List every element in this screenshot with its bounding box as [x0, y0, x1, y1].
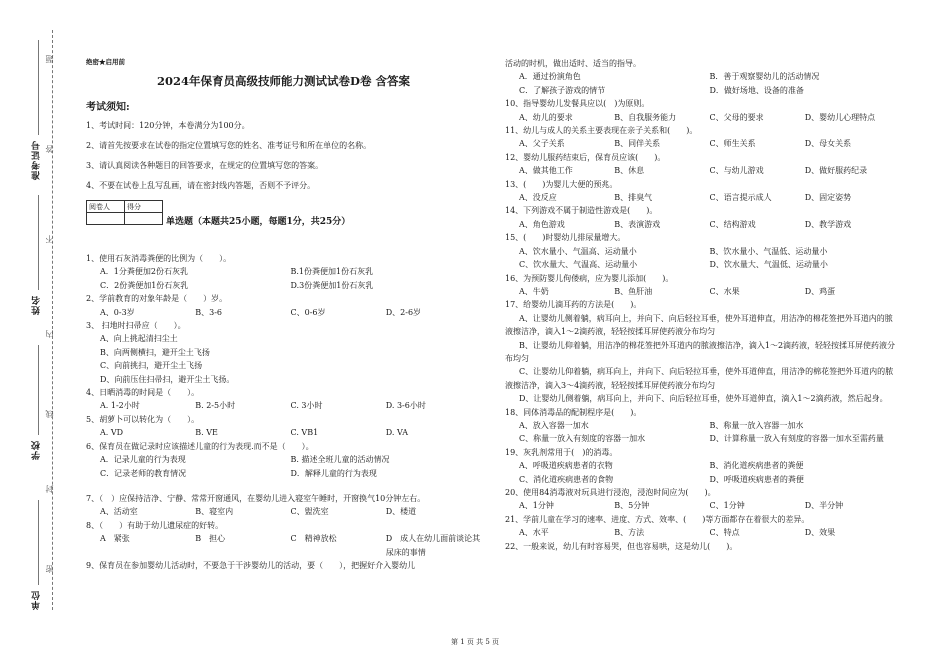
notice-item: 4、不要在试卷上乱写乱画，请在密封线内答题，否则不予评分。 — [86, 181, 316, 190]
answer-option[interactable]: C、饮水量大、气温高、运动量小 — [519, 260, 638, 270]
question-text: 13、( )为婴儿大便的预兆。 — [505, 179, 618, 189]
name-field[interactable] — [38, 195, 39, 290]
answer-option[interactable]: A、父子关系 — [519, 139, 565, 149]
question-list-left — [86, 252, 481, 572]
reviewer-header: 阅卷人 — [87, 201, 125, 213]
answer-option[interactable]: A、活动室 — [100, 507, 138, 517]
answer-option[interactable]: D、半分钟 — [804, 501, 844, 511]
question-text: 3、 扫地时扫帚应（ ）。 — [86, 321, 186, 331]
answer-option[interactable]: C、语言提示成人 — [709, 193, 772, 203]
left-column — [86, 57, 481, 572]
right-column — [505, 57, 900, 553]
question-text: 10、指导婴幼儿发餐具应以( )为原则。 — [505, 99, 650, 109]
option-row — [86, 346, 481, 359]
ticket-number-field[interactable] — [38, 40, 39, 135]
option-row — [505, 245, 900, 258]
answer-option[interactable]: A、幼儿的要求 — [519, 112, 573, 122]
answer-option[interactable]: D.3份粪便加1份石灰乳 — [290, 280, 374, 290]
answer-option[interactable]: C．了解孩子游戏的情节 — [519, 85, 606, 95]
answer-option[interactable]: B、3-6 — [195, 307, 223, 317]
answer-option[interactable]: B. 2-5小时 — [195, 401, 236, 411]
answer-option[interactable]: B．善于观察婴幼儿的活动情况 — [709, 72, 820, 82]
school-label: 学校 — [32, 440, 42, 460]
seal-mark: 内 — [45, 330, 54, 338]
answer-option[interactable]: B、称量一放入容器一加水 — [709, 420, 804, 430]
question-text: 7、（ ）应保持洁净、宁静、常常开窗通风，在婴幼儿进入寝室午睡时，开窗换气10分钟左右。 — [86, 493, 426, 503]
notice-heading: 考试须知: — [86, 102, 130, 113]
question-text: 18、同体消毒品的配制程序是( )。 — [505, 407, 642, 417]
question-text: 5、胡萝卜可以转化为（ ）。 — [86, 414, 200, 424]
answer-option[interactable]: D、向前压住扫帚扫，避开尘土飞扬。 — [100, 374, 235, 384]
option-row — [505, 526, 900, 539]
seal-line — [52, 30, 53, 610]
question-text: 12、婴幼儿服药结束后，保育员应该( )。 — [505, 152, 666, 162]
answer-option[interactable]: B、消化道疾病患者的粪便 — [709, 461, 804, 471]
answer-option[interactable]: B、自我服务能力 — [614, 112, 677, 122]
seal-mark: 密 — [45, 565, 54, 573]
option-row — [505, 459, 900, 472]
answer-option[interactable]: D、饮水量大、气温低、运动量小 — [709, 260, 828, 270]
answer-option[interactable]: A、角色游戏 — [519, 219, 565, 229]
option-row — [505, 419, 900, 432]
answer-option[interactable]: C、盥洗室 — [290, 507, 329, 517]
answer-option[interactable]: C 精神放松 — [290, 534, 337, 544]
option-row — [505, 473, 900, 486]
score-area — [86, 200, 481, 232]
unit-field[interactable] — [38, 500, 39, 585]
question-text: 22、一般来说，幼儿有时容易哭，但也容易哄，这是幼儿( )。 — [505, 541, 738, 551]
answer-option[interactable]: D. VA — [385, 428, 408, 438]
option-row — [86, 332, 481, 345]
notice-item: 2、请首先按要求在试卷的指定位置填写您的姓名、准考证号和所在单位的名称。 — [86, 141, 372, 150]
option-row — [505, 111, 900, 124]
option-row — [86, 279, 481, 292]
answer-option[interactable]: C、向前挑扫，避开尘土飞扬 — [100, 361, 203, 371]
option-row — [505, 84, 900, 97]
ticket-number-label: 准考证号 — [32, 140, 42, 180]
answer-option[interactable]: D、婴幼儿心理特点 — [804, 112, 876, 122]
answer-option[interactable]: A、水平 — [519, 528, 549, 538]
answer-option[interactable]: A、没反应 — [519, 193, 557, 203]
question-text: 活动的时机，做出适时、适当的指导。 — [505, 59, 641, 68]
page-footer: 第 1 页 共 5 页 — [450, 638, 500, 646]
seal-mark: 封 — [45, 485, 54, 493]
option-row — [86, 532, 481, 559]
option-row — [86, 306, 481, 319]
answer-option[interactable]: B. 描述全班儿童的活动情况 — [290, 455, 390, 465]
answer-option[interactable]: D 成人在幼儿面前谈论其尿床的事情 — [385, 534, 481, 557]
answer-option[interactable]: B、方法 — [614, 528, 645, 538]
answer-option[interactable]: A、饮水量小、气温高、运动量小 — [519, 246, 637, 256]
option-row — [505, 191, 900, 204]
section-title: 单选题（本题共25小题，每题1分，共25分） — [166, 217, 351, 227]
answer-option[interactable]: C、1分钟 — [709, 501, 745, 511]
answer-option[interactable]: C. VB1 — [290, 428, 319, 438]
answer-option[interactable]: B、向两侧横扫，避开尘土飞扬 — [100, 347, 210, 357]
answer-option[interactable]: C. 3小时 — [290, 401, 323, 411]
answer-option[interactable]: A、0-3岁 — [100, 307, 135, 317]
question-text: 17、给婴幼儿滴耳药的方法是( )。 — [505, 300, 642, 310]
answer-option[interactable]: B、排臭气 — [614, 193, 653, 203]
option-row — [505, 258, 900, 271]
answer-option[interactable]: C、父母的要求 — [709, 112, 764, 122]
secret-marker: 绝密★启用前 — [86, 58, 125, 66]
answer-option[interactable]: B、同伴关系 — [614, 139, 661, 149]
answer-option[interactable]: D、2-6岁 — [385, 307, 422, 317]
question-text: 6、保育员在做记录时应该描述儿童的行为表现.而不是（ ）。 — [86, 441, 314, 451]
answer-option[interactable]: B、寝室内 — [195, 507, 234, 517]
answer-option[interactable]: B、休息 — [614, 166, 645, 176]
answer-option[interactable]: B、鱼肝油 — [614, 286, 653, 296]
answer-option[interactable]: B. VE — [195, 428, 218, 438]
seal-mark: 不 — [45, 235, 54, 243]
answer-option[interactable]: A、牛奶 — [519, 286, 549, 296]
option-row — [505, 164, 900, 177]
binding-margin — [0, 0, 60, 671]
answer-option[interactable]: C、消化道疾病患者的食物 — [519, 474, 614, 484]
question-text: 8、（ ）有助于幼儿遗尿症的好转。 — [86, 520, 224, 530]
answer-option[interactable]: B 担心 — [195, 534, 226, 544]
question-text: 14、下列游戏不属于制造性游戏是( )。 — [505, 206, 658, 216]
answer-option[interactable]: C、与幼儿游戏 — [709, 166, 764, 176]
option-row — [505, 218, 900, 231]
question-text: B、让婴幼儿仰着躺，用洁净的棉花签把外耳道内的脓液擦洁净，滴入1～2滴药液，轻轻按揉耳屏使药液分布均匀 — [505, 340, 896, 363]
answer-option[interactable]: D、计算称量一放入有刻度的容器一加水至需药量 — [709, 434, 884, 444]
answer-option[interactable]: A、向上挑起清扫尘土 — [100, 334, 178, 344]
answer-option[interactable]: D．做好场地、设备的准备 — [709, 85, 804, 95]
name-label: 姓名 — [32, 295, 42, 315]
answer-option[interactable]: D、鸡蛋 — [804, 286, 836, 296]
answer-option[interactable]: A、呼吸道疾病患者的衣物 — [519, 461, 613, 471]
score-cell[interactable] — [125, 213, 163, 225]
reviewer-cell[interactable] — [87, 213, 125, 225]
answer-option[interactable]: A．1分粪便加2份石灰乳 — [100, 267, 188, 277]
answer-option[interactable]: A、1分钟 — [519, 501, 554, 511]
question-text: 16、为预防婴儿佝偻病，应为婴儿添加( )。 — [505, 273, 674, 283]
question-text: 15、( )时婴幼儿排尿量增大。 — [505, 233, 626, 243]
option-row — [86, 453, 481, 466]
question-text: 1、使用石灰消毒粪便的比例为（ ）。 — [86, 254, 232, 263]
answer-option[interactable]: D、效果 — [804, 528, 836, 538]
answer-option[interactable]: C．记录老师的教育情况 — [100, 468, 187, 478]
question-text: 9、保育员在参加婴幼儿活动时，不要急于干涉婴幼儿的活动，要（ ），把握好介入婴幼儿 — [86, 560, 416, 570]
answer-option[interactable]: A．通过扮演角色 — [519, 72, 581, 82]
answer-option[interactable]: D、母女关系 — [804, 139, 852, 149]
question-text: 11、幼儿与成人的关系主要表现在亲子关系和( )。 — [505, 126, 698, 136]
answer-option[interactable]: C、0-6岁 — [290, 307, 326, 317]
seal-mark: 题 — [45, 55, 54, 63]
answer-option[interactable]: A 紧张 — [100, 534, 130, 544]
notice-item: 3、请认真阅读各种题目的回答要求，在规定的位置填写您的答案。 — [86, 161, 324, 170]
option-row — [505, 137, 900, 150]
option-row — [505, 499, 900, 512]
answer-option[interactable]: C、师生关系 — [709, 139, 756, 149]
answer-option[interactable]: C．2份粪便加1份石灰乳 — [100, 280, 189, 290]
answer-option[interactable]: D、做好服药纪录 — [804, 166, 868, 176]
seal-mark: 答 — [45, 145, 54, 153]
answer-option[interactable]: A. 1-2小时 — [100, 401, 140, 411]
answer-option[interactable]: D、楼道 — [385, 507, 417, 517]
answer-option[interactable]: B、5分钟 — [614, 501, 650, 511]
school-field[interactable] — [38, 345, 39, 435]
answer-option[interactable]: D、呼吸道疾病患者的粪便 — [709, 474, 804, 484]
option-row — [86, 359, 481, 372]
answer-option[interactable]: B、表演游戏 — [614, 219, 661, 229]
answer-option[interactable]: B.1份粪便加1份石灰乳 — [290, 267, 374, 277]
option-row — [86, 399, 481, 412]
question-text: A、让婴幼儿侧着躺，病耳向上，并向下、向后轻拉耳垂，使外耳道伸直，用洁净的棉花签把外耳道内的脓液擦洁净，滴入1～2滴药液，轻轻按揉耳屏使药液分布均匀 — [505, 313, 893, 337]
question-text: 19、灰乳剂常用于( )的消毒。 — [505, 447, 618, 457]
question-text: 20、使用84消毒液对玩具进行浸泡，浸泡时间应为( )。 — [505, 488, 716, 497]
option-row — [86, 505, 481, 518]
answer-option[interactable]: A、做其他工作 — [519, 166, 573, 176]
answer-option[interactable]: B、饮水量小、气温低、运动量小 — [709, 246, 828, 256]
question-text: 4、日晒消毒的时间是（ ）。 — [86, 388, 200, 398]
answer-option[interactable]: A、放入容器一加水 — [519, 420, 589, 430]
question-text: 2、学前教育的对象年龄是（ ）岁。 — [86, 294, 228, 304]
answer-option[interactable]: D、固定姿势 — [804, 193, 852, 203]
option-row — [86, 426, 481, 439]
answer-option[interactable]: A. VD — [100, 428, 124, 438]
answer-option[interactable]: C、结构游戏 — [709, 219, 756, 229]
option-row — [505, 432, 900, 445]
question-list-right — [505, 57, 900, 553]
option-row — [505, 70, 900, 83]
answer-option[interactable]: A．记录儿童的行为表现 — [100, 455, 186, 465]
score-table — [86, 200, 163, 225]
answer-option[interactable]: D．解释儿童的行为表现 — [290, 468, 377, 478]
score-header: 得分 — [125, 201, 163, 213]
answer-option[interactable]: D、教学游戏 — [804, 219, 852, 229]
answer-option[interactable]: C、特点 — [709, 528, 740, 538]
option-row — [86, 467, 481, 480]
unit-label: 单位 — [32, 590, 42, 610]
exam-title: 2024年保育员高级技师能力测试试卷D卷 含答案 — [157, 74, 410, 88]
spacer — [86, 480, 481, 492]
option-row — [86, 373, 481, 386]
question-text: C、让婴幼儿仰着躺，病耳向上，并向下、向后轻拉耳垂，使外耳道伸直，用洁净的棉花签把外耳道内的脓液擦洁净，滴入3～4滴药液，轻轻按揉耳屏使药液分布均匀 — [505, 367, 894, 390]
answer-option[interactable]: C、称量一放入有刻度的容器一加水 — [519, 434, 646, 444]
option-row — [86, 265, 481, 278]
answer-option[interactable]: D. 3-6小时 — [385, 401, 426, 411]
seal-mark: 线 — [45, 410, 54, 418]
option-row — [505, 285, 900, 298]
question-text: 21、学前儿童在学习的速率、进度、方式、效率、( )等方面都存在着很大的差异。 — [505, 514, 810, 524]
notice-item: 1、考试时间：120分钟，本卷满分为100分。 — [86, 121, 250, 130]
answer-option[interactable]: C、水果 — [709, 286, 740, 296]
question-text: D、让婴幼儿侧着躺，病耳向上，并向下、向后轻拉耳垂，使外耳道伸直，滴入1～2滴药液，然后起身。 — [519, 394, 888, 404]
